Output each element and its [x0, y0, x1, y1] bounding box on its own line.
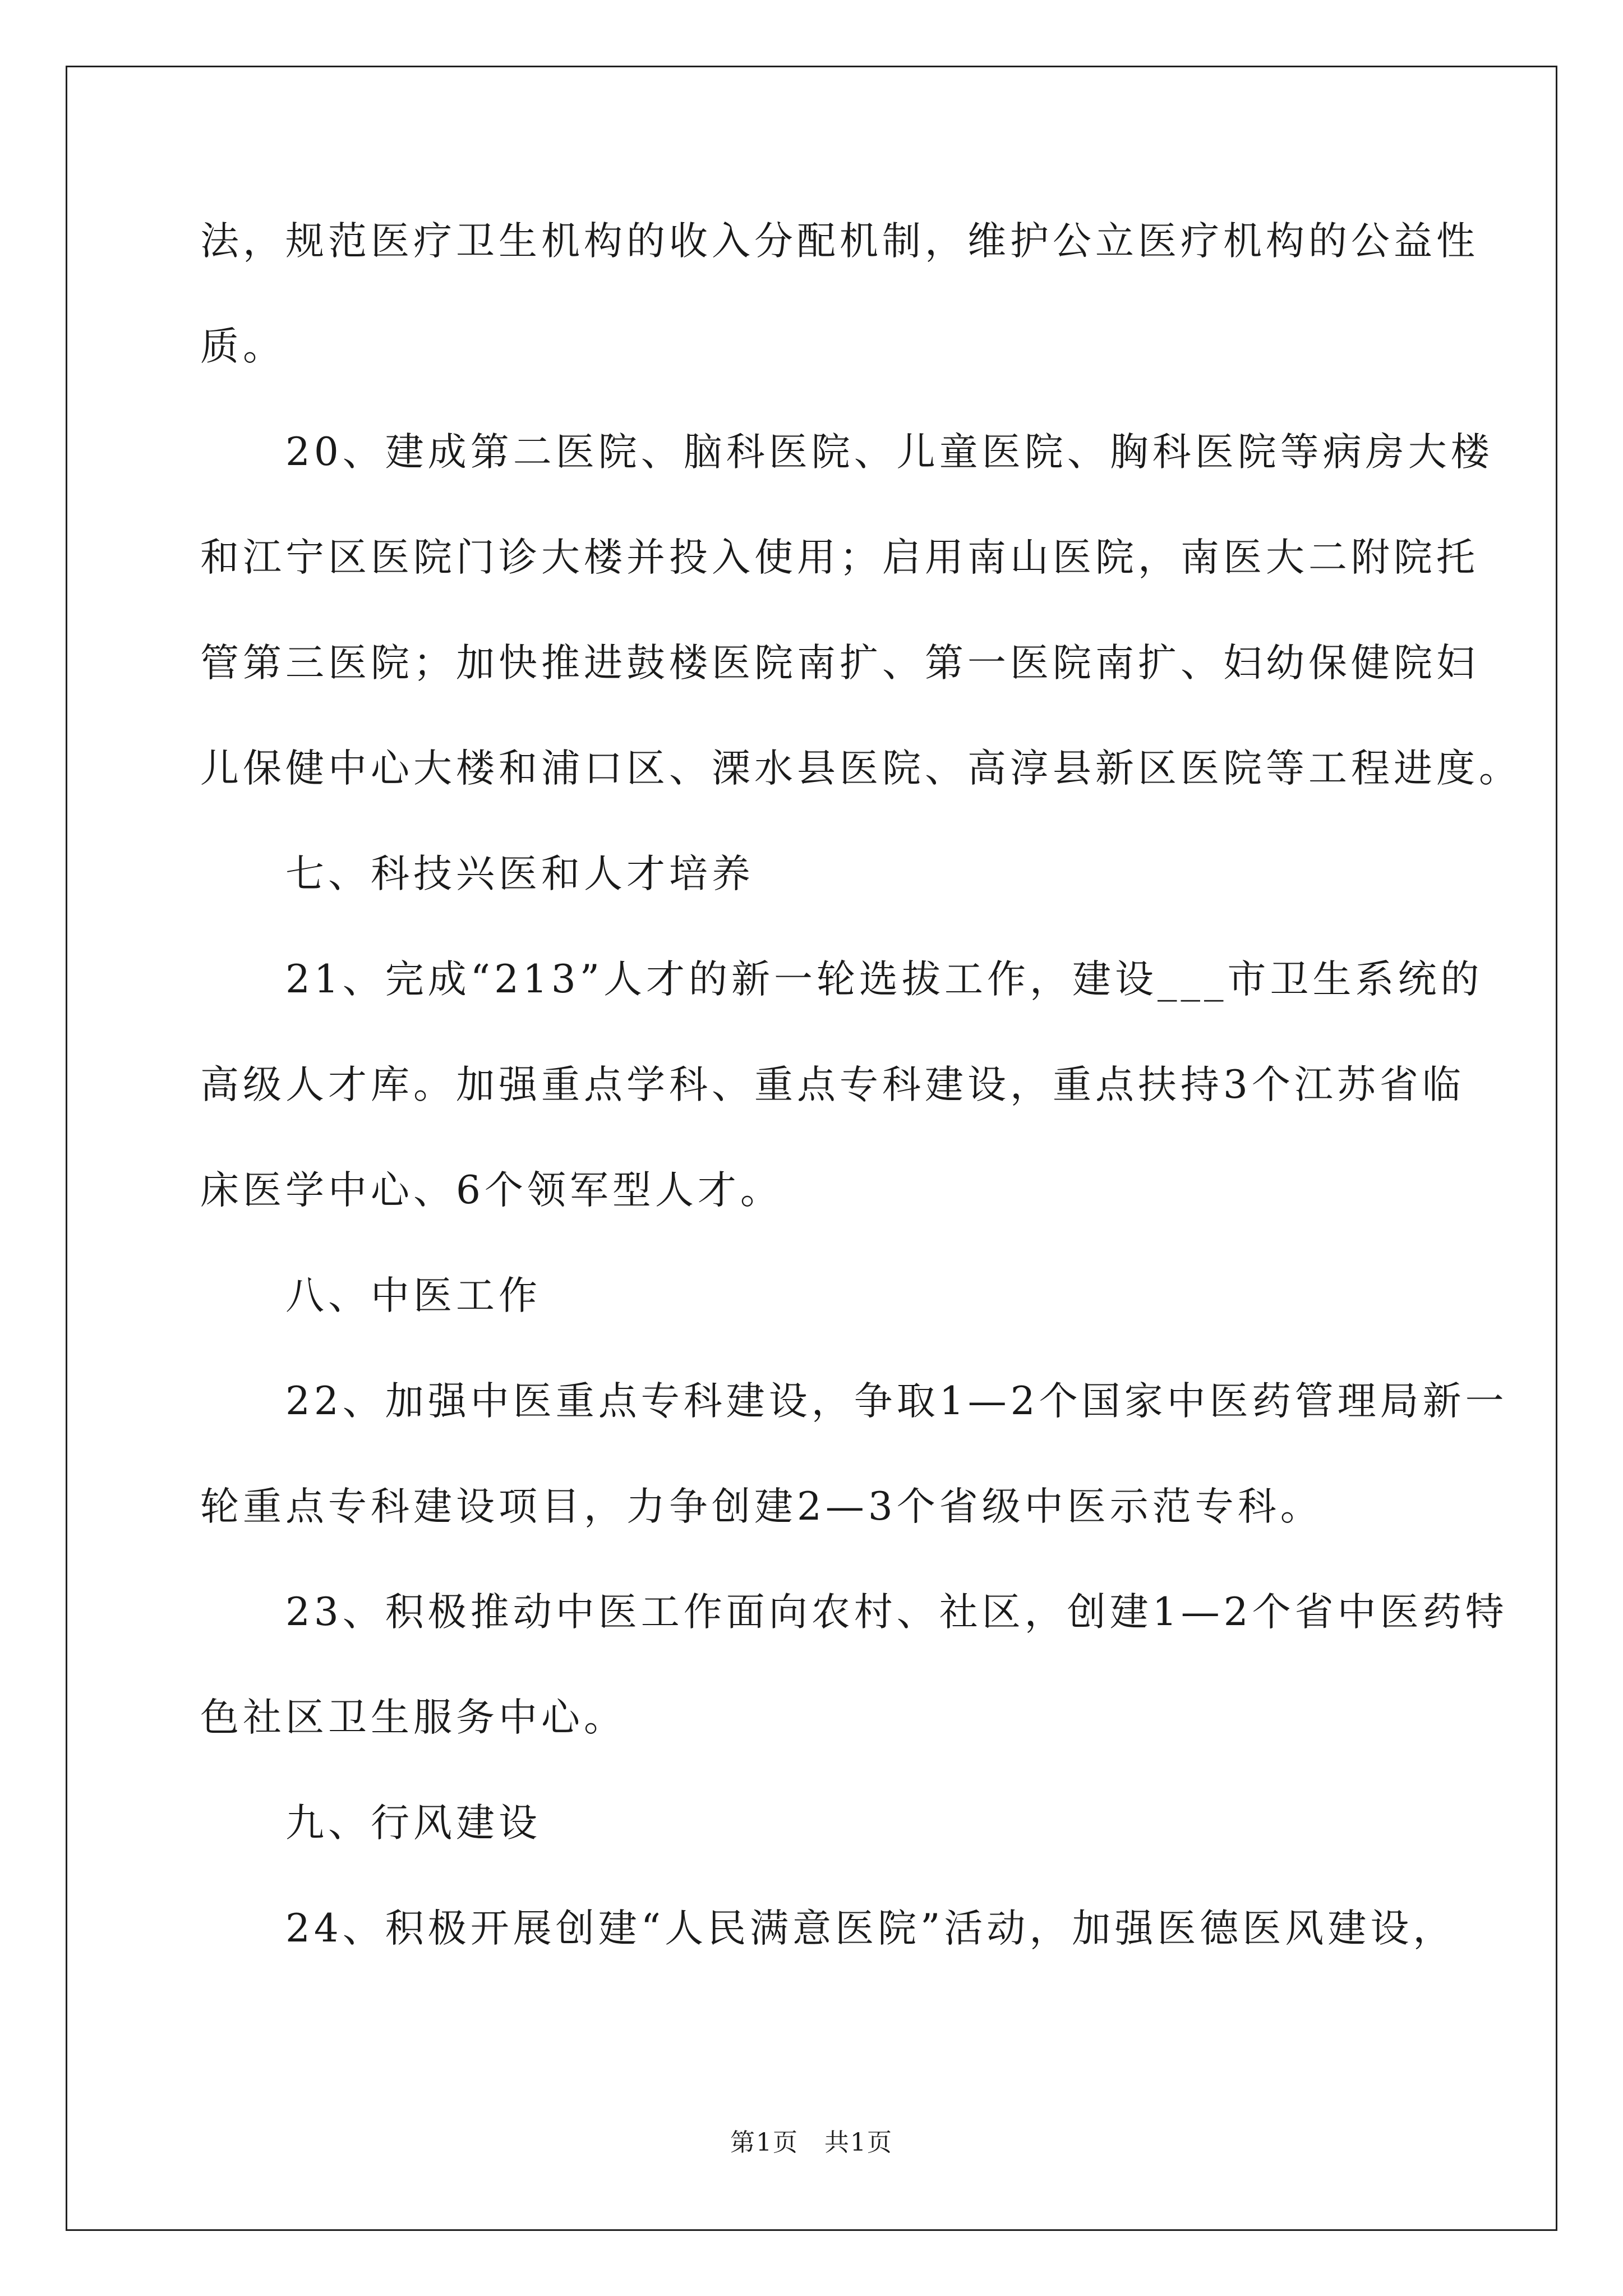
text-line: 和江宁区医院门诊大楼并投入使用；启用南山医院，南医大二附院托 — [200, 535, 1479, 580]
section-heading: 九、行风建设 — [200, 1801, 541, 1846]
section-heading: 八、中医工作 — [200, 1273, 541, 1318]
text-line: 法，规范医疗卫生机构的收入分配机制，维护公立医疗机构的公益性 — [200, 219, 1479, 264]
text-line: 儿保健中心大楼和浦口区、溧水县医院、高淳县新区医院等工程进度。 — [200, 746, 1521, 791]
text-line: 色社区卫生服务中心。 — [200, 1695, 626, 1740]
text-line: 23、积极推动中医工作面向农村、社区，创建1—2个省中医药特 — [200, 1590, 1508, 1635]
text-line: 21、完成“213”人才的新一轮选拔工作，建设___市卫生系统的 — [200, 957, 1483, 1002]
text-line: 20、建成第二医院、脑科医院、儿童医院、胸科医院等病房大楼 — [200, 430, 1493, 475]
text-line: 轮重点专科建设项目，力争创建2—3个省级中医示范专科。 — [200, 1484, 1323, 1529]
text-line: 质。 — [200, 324, 285, 369]
text-line: 高级人才库。加强重点学科、重点专科建设，重点扶持3个江苏省临 — [200, 1062, 1465, 1107]
text-line: 管第三医院；加快推进鼓楼医院南扩、第一医院南扩、妇幼保健院妇 — [200, 641, 1479, 685]
text-line: 22、加强中医重点专科建设，争取1—2个国家中医药管理局新一 — [200, 1379, 1508, 1424]
text-line: 床医学中心、6个领军型人才。 — [200, 1168, 783, 1213]
section-heading: 七、科技兴医和人才培养 — [200, 852, 754, 896]
page-footer: 第1页 共1页 — [730, 2128, 893, 2157]
text-line: 24、积极开展创建“人民满意医院”活动，加强医德医风建设， — [200, 1906, 1456, 1951]
